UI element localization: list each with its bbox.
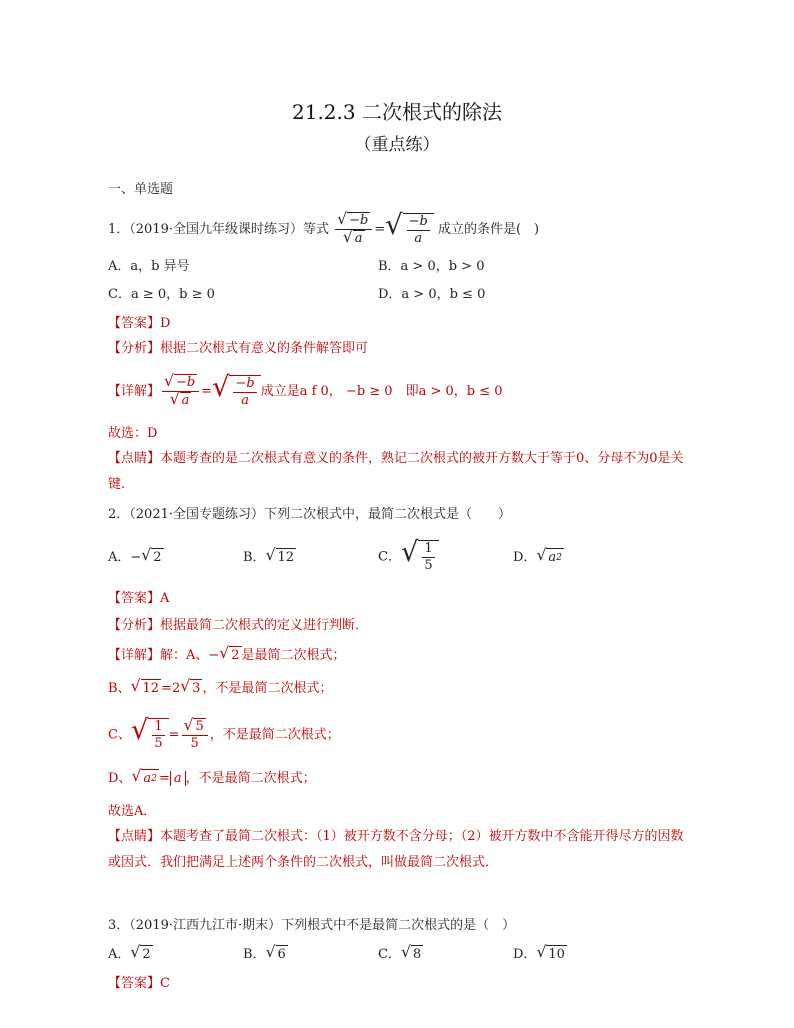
q1-comment: 【点睛】本题考查的是二次根式有意义的条件，熟记二次根式的被开方数大于等于0、分母不为0是关键.	[108, 451, 684, 492]
q3-answer: 【答案】C	[108, 976, 170, 991]
page-title: 21.2.3 二次根式的除法	[292, 100, 502, 124]
q3-option-b: B． √ 6	[243, 943, 286, 962]
section-heading: 一、单选题	[108, 182, 174, 197]
q1-option-a: A．a，b 异号	[108, 259, 190, 274]
q3-option-d: D． √ 10	[513, 943, 565, 962]
q1-formula-right: √ $\frac{-b}{a}$	[385, 213, 434, 247]
q1-answer: 【答案】D	[108, 316, 171, 331]
q3-option-c: C． √ 8	[378, 943, 422, 962]
question-3: 3．（2019·江西九江市·期末）下列根式中不是最简二次根式的是（ ）	[108, 918, 516, 933]
q1-option-d: D．a > 0，b ≤ 0	[378, 287, 486, 302]
q2-detail-b: B、 √ 12 =2 √ 3 ，不是最简二次根式；	[108, 677, 333, 696]
q2-option-d: D． √ a 2	[513, 546, 562, 565]
question-1: 1．（2019·全国九年级课时练习）等式 √ −b √ a = √ $\frac{-b}{a}$ 成立的条件是( )	[108, 209, 540, 246]
q2-detail-d: D、 √ a 2 = a ，不是最简二次根式；	[108, 767, 316, 786]
q1-choose: 故选：D	[108, 426, 158, 441]
q1-option-c: C．a ≥ 0，b ≥ 0	[108, 287, 215, 302]
q1-analysis: 【分析】根据二次根式有意义的条件解答即可	[108, 341, 369, 356]
q1-detail: 【详解】 √ −b √ a = √ $\frac{-b}{a}$ 成立是a f 0， −b ≥ 0 即a > 0，b ≤ 0	[108, 371, 503, 408]
q2-detail-a: 【详解】解：A、− √ 2 是最简二次根式；	[108, 644, 346, 663]
question-2: 2．（2021·全国专题练习）下列二次根式中，最简二次根式是（ ）	[108, 507, 511, 522]
q2-comment: 【点睛】本题考查了最简二次根式：（1）被开方数不含分母；（2）被开方数中不含能开得尽方的因数或因式．我们把满足上述两个条件的二次根式，叫做最简二次根式．	[108, 829, 684, 870]
q2-analysis: 【分析】根据最简二次根式的定义进行判断．	[108, 618, 369, 633]
q2-option-c: C． √ $\frac{1}{5}$	[378, 540, 439, 574]
q2-option-a: A．− √ 2	[108, 546, 162, 565]
q2-choose: 故选A．	[108, 804, 157, 819]
q2-option-b: B． √ 12	[243, 546, 295, 565]
q1-formula-left: √ −b √ a	[335, 212, 372, 247]
q2-answer: 【答案】A	[108, 591, 170, 606]
q2-detail-c: C、 √ $\frac{1}{5}$ = √ 5 5 ，不是最简二次根式；	[108, 715, 340, 751]
q3-option-a: A． √ 2	[108, 943, 151, 962]
q1-option-b: B．a > 0，b > 0	[378, 259, 485, 274]
page-subtitle: （重点练）	[354, 135, 440, 155]
